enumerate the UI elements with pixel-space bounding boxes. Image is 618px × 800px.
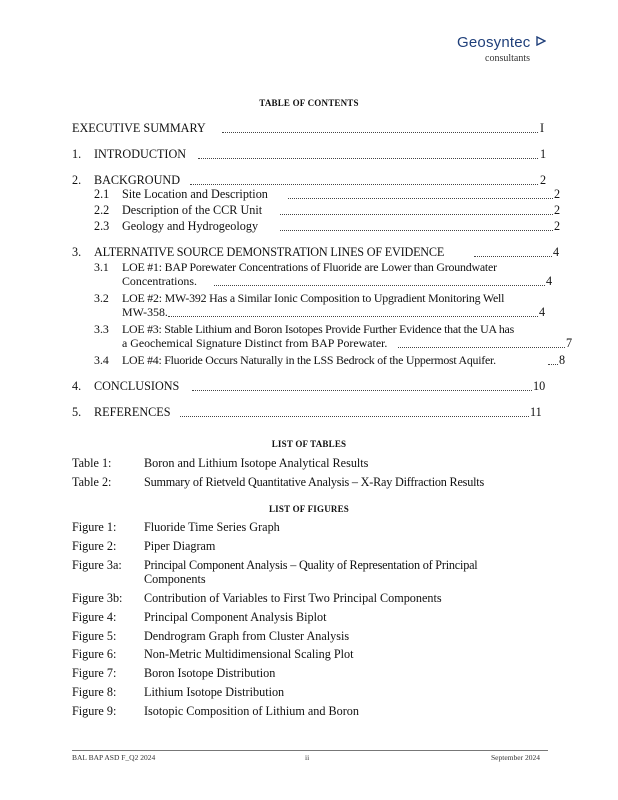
figure-label: Figure 2: (72, 539, 117, 553)
toc-page: 11 (530, 405, 542, 419)
figure-title: Dendrogram Graph from Cluster Analysis (144, 629, 350, 643)
figure-label: Figure 5: (72, 629, 117, 643)
figure-list-item[interactable] (72, 647, 354, 661)
toc-entry-num: 2.1 (94, 187, 110, 201)
toc-leader (398, 347, 565, 348)
figure-title: Boron Isotope Distribution (144, 666, 276, 680)
list-of-figures-title: LIST OF FIGURES (268, 504, 350, 514)
toc-title: TABLE OF CONTENTS (259, 98, 359, 108)
toc-leader (190, 184, 538, 185)
toc-entry-num: 3. (72, 245, 82, 259)
figure-list-item[interactable] (72, 610, 327, 624)
toc-entry-text-cont: Concentrations. (122, 274, 197, 288)
toc-leader (474, 256, 552, 257)
toc-entry-site-location[interactable] (94, 187, 268, 201)
figure-label: Figure 7: (72, 666, 117, 680)
toc-page: 1 (540, 147, 547, 161)
list-of-tables-title: LIST OF TABLES (271, 439, 347, 449)
toc-page: 8 (559, 353, 566, 367)
figure-list-item[interactable] (72, 666, 276, 680)
table-list-item[interactable] (72, 475, 485, 489)
toc-entry-num: 3.4 (94, 353, 109, 367)
toc-entry-num: 2. (72, 173, 82, 187)
toc-entry-text: LOE #4: Fluoride Occurs Naturally in the LSS Bedrock of the Uppermost Aquifer. (122, 353, 496, 367)
figure-title: Fluoride Time Series Graph (144, 520, 280, 534)
figure-title: Principal Component Analysis – Quality of Representation of Principal (144, 558, 478, 572)
toc-entry-loe-1[interactable] (94, 260, 497, 274)
figure-label: Figure 4: (72, 610, 117, 624)
figure-label: Figure 6: (72, 647, 117, 661)
toc-leader (288, 198, 553, 199)
footer-rule (72, 750, 548, 751)
toc-entry-alternative-source[interactable] (72, 245, 445, 259)
toc-entry-ccr-unit[interactable] (94, 203, 263, 217)
figure-list-item[interactable] (72, 558, 478, 572)
figure-list-item[interactable] (72, 520, 280, 534)
figure-list-item[interactable] (72, 685, 285, 699)
figure-title: Contribution of Variables to First Two Principal Components (144, 591, 442, 605)
toc-entry-text: INTRODUCTION (94, 147, 187, 161)
toc-page: 4 (553, 245, 560, 259)
table-title: Summary of Rietveld Quantitative Analysis – X-Ray Diffraction Results (144, 475, 485, 489)
toc-entry-text: Geology and Hydrogeology (122, 219, 259, 233)
toc-entry-conclusions[interactable] (72, 379, 180, 393)
toc-entry-num: 3.2 (94, 291, 109, 305)
toc-leader (280, 214, 553, 215)
footer-page-number: ii (305, 753, 310, 762)
toc-entry-text: Site Location and Description (122, 187, 268, 201)
figure-title: Non-Metric Multidimensional Scaling Plot (144, 647, 354, 661)
footer-date: September 2024 (491, 753, 540, 762)
toc-entry-text: Description of the CCR Unit (122, 203, 263, 217)
table-label: Table 2: (72, 475, 112, 489)
toc-entry-text: LOE #2: MW-392 Has a Similar Ionic Composition to Upgradient Monitoring Well (122, 291, 505, 305)
company-logo-name: Geosyntec (457, 34, 531, 51)
toc-entry-text: CONCLUSIONS (94, 379, 180, 393)
toc-leader (192, 390, 532, 391)
toc-page: 2 (554, 203, 561, 217)
toc-leader (198, 158, 538, 159)
figure-list-item[interactable] (72, 591, 442, 605)
figure-list-item[interactable] (72, 629, 350, 643)
logo-triangle-icon (536, 36, 546, 46)
toc-entry-background[interactable] (72, 173, 180, 187)
figure-label: Figure 9: (72, 704, 117, 718)
toc-entry-text: REFERENCES (94, 405, 171, 419)
toc-entry-text-cont: a Geochemical Signature Distinct from BAP Porewater. (122, 336, 388, 350)
toc-leader (168, 316, 538, 317)
toc-page: 2 (554, 187, 561, 201)
toc-page: 7 (566, 336, 573, 350)
toc-entry-geology[interactable] (94, 219, 259, 233)
toc-leader (214, 285, 545, 286)
toc-entry-executive-summary[interactable] (72, 121, 206, 135)
toc-page: 2 (554, 219, 561, 233)
figure-list-item[interactable] (72, 539, 216, 553)
table-list-item[interactable] (72, 456, 369, 470)
table-label: Table 1: (72, 456, 112, 470)
figure-label: Figure 1: (72, 520, 117, 534)
figure-label: Figure 3b: (72, 591, 123, 605)
toc-entry-num: 2.2 (94, 203, 110, 217)
toc-entry-num: 1. (72, 147, 82, 161)
figure-label: Figure 8: (72, 685, 117, 699)
figure-title: Piper Diagram (144, 539, 216, 553)
figure-title: Principal Component Analysis Biplot (144, 610, 327, 624)
toc-entry-text: LOE #1: BAP Porewater Concentrations of Fluoride are Lower than Groundwater (122, 260, 497, 274)
toc-entry-text: LOE #3: Stable Lithium and Boron Isotopes Provide Further Evidence that the UA has (122, 322, 514, 336)
figure-title-cont: Components (144, 572, 206, 586)
toc-entry-loe-2[interactable] (94, 291, 505, 305)
toc-entry-loe-3[interactable] (94, 322, 514, 336)
table-title: Boron and Lithium Isotope Analytical Results (144, 456, 369, 470)
toc-page: I (540, 121, 545, 135)
toc-entry-num: 3.1 (94, 260, 109, 274)
toc-entry-num: 4. (72, 379, 82, 393)
toc-entry-text: ALTERNATIVE SOURCE DEMONSTRATION LINES OF EVIDENCE (94, 245, 445, 259)
toc-leader (222, 132, 538, 133)
toc-entry-num: 3.3 (94, 322, 109, 336)
toc-entry-num: 5. (72, 405, 82, 419)
figure-title: Isotopic Composition of Lithium and Boron (144, 704, 359, 718)
figure-list-item[interactable] (72, 704, 359, 718)
toc-entry-text: BACKGROUND (94, 173, 180, 187)
footer-doc-id: BAL BAP ASD F_Q2 2024 (72, 753, 156, 762)
figure-title: Lithium Isotope Distribution (144, 685, 285, 699)
toc-page: 2 (540, 173, 547, 187)
toc-entry-loe-4[interactable] (94, 353, 496, 367)
toc-entry-text-cont: MW-358. (122, 305, 168, 319)
figure-label: Figure 3a: (72, 558, 122, 572)
toc-entry-introduction[interactable] (72, 147, 187, 161)
toc-entry-text: EXECUTIVE SUMMARY (72, 121, 206, 135)
toc-page: 4 (539, 305, 546, 319)
toc-leader (180, 416, 529, 417)
toc-leader (280, 230, 553, 231)
toc-page: 10 (533, 379, 546, 393)
toc-leader (548, 364, 558, 365)
toc-page: 4 (546, 274, 553, 288)
company-logo-sub: consultants (485, 53, 530, 64)
toc-entry-references[interactable] (72, 405, 171, 419)
toc-entry-num: 2.3 (94, 219, 110, 233)
